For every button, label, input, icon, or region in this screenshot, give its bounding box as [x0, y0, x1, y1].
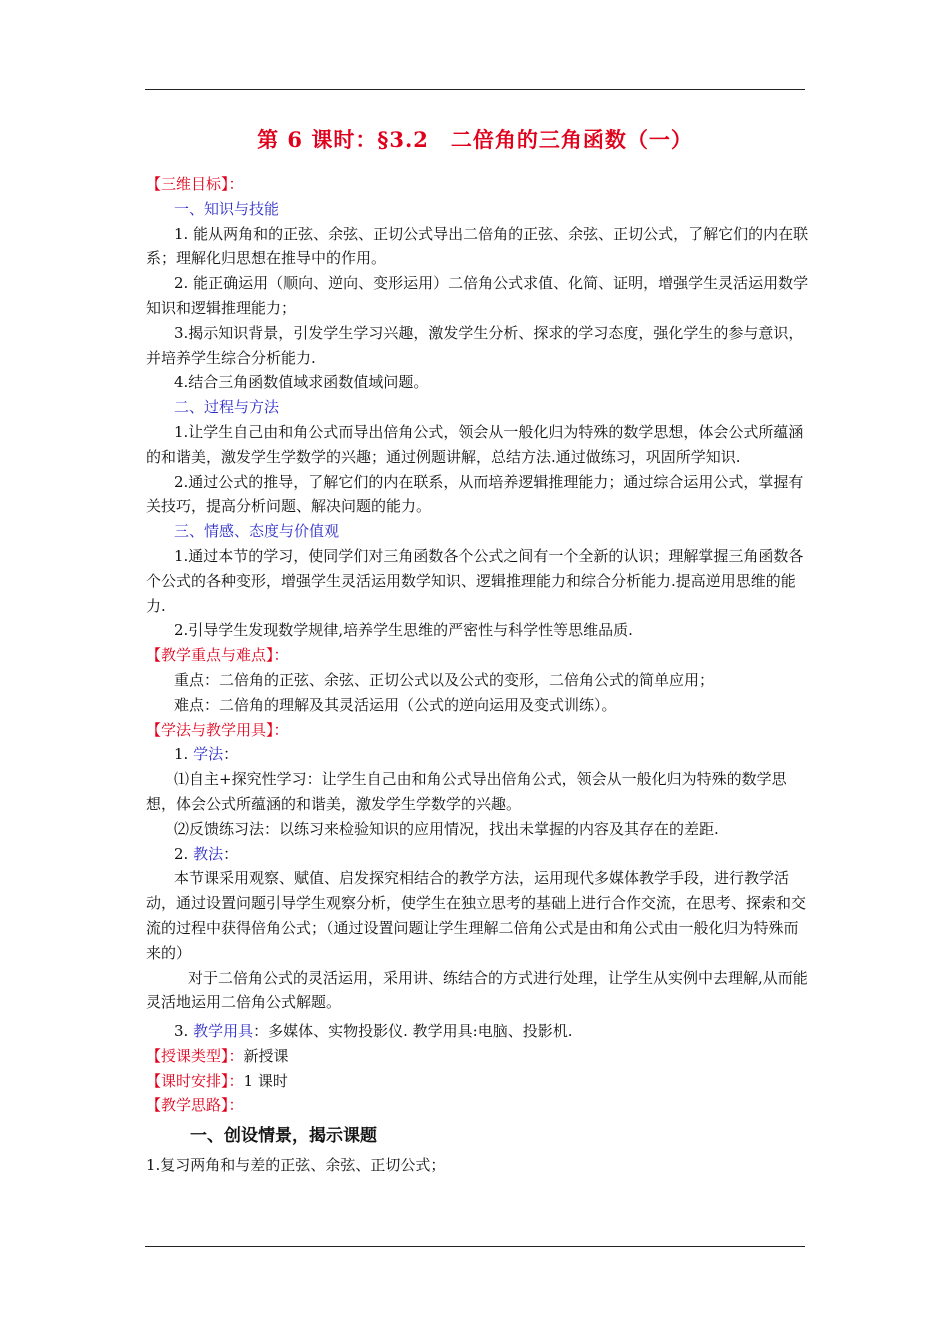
- teaching-tools-label: 教学用具: [193, 1022, 254, 1041]
- learning-method-item-1: ⑴自主+探究性学习：让学生自己由和角公式导出倍角公式，领会从一般化归为特殊的数学思想，体会公式所蕴涵的和谐美，激发学生学数学的兴趣。: [146, 770, 787, 813]
- approach-label: 【教学思路】：: [146, 1096, 244, 1115]
- teaching-method-label: 教法: [193, 844, 224, 863]
- attitude-item-1: 1.通过本节的学习，使同学们对三角函数各个公式之间有一个全新的认识；理解掌握三角函数各个公式的各种变形，增强学生灵活运用数学知识、逻辑推理能力和综合分析能力.提高逆用思维的能力.: [146, 546, 804, 615]
- knowledge-heading: 一、知识与技能: [174, 199, 280, 218]
- header-rule: [145, 89, 805, 90]
- learning-method-colon: ：: [223, 745, 239, 764]
- lesson-type-label: 【授课类型】：: [146, 1046, 244, 1065]
- teaching-tools-line: [146, 1019, 810, 1044]
- learning-method-label: 学法: [193, 745, 224, 764]
- methods-label: 【学法与教学用具】：: [146, 720, 289, 739]
- learning-method-number: 1.: [174, 745, 194, 764]
- process-heading: 二、过程与方法: [174, 398, 280, 417]
- lesson-type-value: 新授课: [243, 1046, 289, 1065]
- review-line: 1.复习两角和与差的正弦、余弦、正切公式；: [146, 1156, 446, 1175]
- teaching-tools-text: ：多媒体、实物投影仪. 教学用具:电脑、投影机.: [253, 1022, 573, 1041]
- page-title: 第 6 课时：§3.2 二倍角的三角函数（一）: [257, 127, 693, 152]
- knowledge-item-1: 1. 能从两角和的正弦、余弦、正切公式导出二倍角的正弦、余弦、正切公式，了解它们的内在联系；理解化归思想在推导中的作用。: [146, 224, 809, 268]
- teaching-method-paragraph-2: 对于二倍角公式的灵活运用，采用讲、练结合的方式进行处理，让学生从实例中去理解,从而能灵活地运用二倍角公式解题。: [146, 968, 808, 1012]
- focus-difficulty: 难点：二倍角的理解及其灵活运用（公式的逆向运用及变式训练）。: [174, 695, 617, 714]
- knowledge-item-4: 4.结合三角函数值域求函数值域问题。: [174, 373, 429, 392]
- teaching-method-line: [146, 842, 810, 867]
- teaching-method-paragraph-1: 本节课采用观察、赋值、启发探究相结合的教学方法，运用现代多媒体教学手段，进行教学活动，通过设置问题引导学生观察分析，使学生在独立思考的基础上进行合作交流，在思考、探索和交流的过程中获得倍角公式；（通过设置问题让学生理解二倍角公式是由和角公式由一般化归为特殊而来的）: [146, 869, 807, 962]
- teaching-method-number: 2.: [174, 844, 194, 863]
- knowledge-item-2: 2. 能正确运用（顺向、逆向、变形运用）二倍角公式求值、化简、证明，增强学生灵活运用数学知识和逻辑推理能力；: [146, 274, 809, 317]
- learning-method-item-2: ⑵反馈练习法：以练习来检验知识的应用情况，找出未掌握的内容及其存在的差距.: [174, 819, 719, 838]
- objectives-label: 【三维目标】：: [146, 175, 244, 193]
- footer-rule: [145, 1246, 805, 1247]
- attitude-item-2: 2.引导学生发现数学规律,培养学生思维的严密性与科学性等思维品质.: [174, 621, 633, 640]
- focus-key: 重点：二倍角的正弦、余弦、正切公式以及公式的变形，二倍角公式的简单应用；: [174, 670, 715, 689]
- schedule-label: 【课时安排】：: [146, 1071, 244, 1090]
- process-item-1: 1.让学生自己由和角公式而导出倍角公式，领会从一般化归为特殊的数学思想，体会公式所蕴涵的和谐美，激发学生学数学的兴趣；通过例题讲解，总结方法.通过做练习，巩固所学知识.: [146, 422, 804, 466]
- focus-label: 【教学重点与难点】：: [146, 646, 289, 665]
- teaching-method-colon: ：: [223, 844, 239, 863]
- lesson-type-line: [146, 1044, 810, 1069]
- learning-method-line: [146, 742, 810, 767]
- attitude-heading: 三、情感、态度与价值观: [174, 522, 340, 541]
- document-body: [146, 172, 810, 1178]
- schedule-line: [146, 1069, 810, 1094]
- teaching-tools-number: 3.: [174, 1022, 194, 1041]
- knowledge-item-3: 3.揭示知识背景，引发学生学习兴趣，激发学生分析、探求的学习态度，强化学生的参与意识，并培养学生综合分析能力.: [146, 323, 804, 367]
- section-heading: 一、创设情景，揭示课题: [190, 1126, 377, 1147]
- process-item-2: 2.通过公式的推导，了解它们的内在联系，从而培养逻辑推理能力；通过综合运用公式，掌握有关技巧，提高分析问题、解决问题的能力。: [146, 472, 804, 516]
- schedule-value: 1 课时: [243, 1071, 288, 1090]
